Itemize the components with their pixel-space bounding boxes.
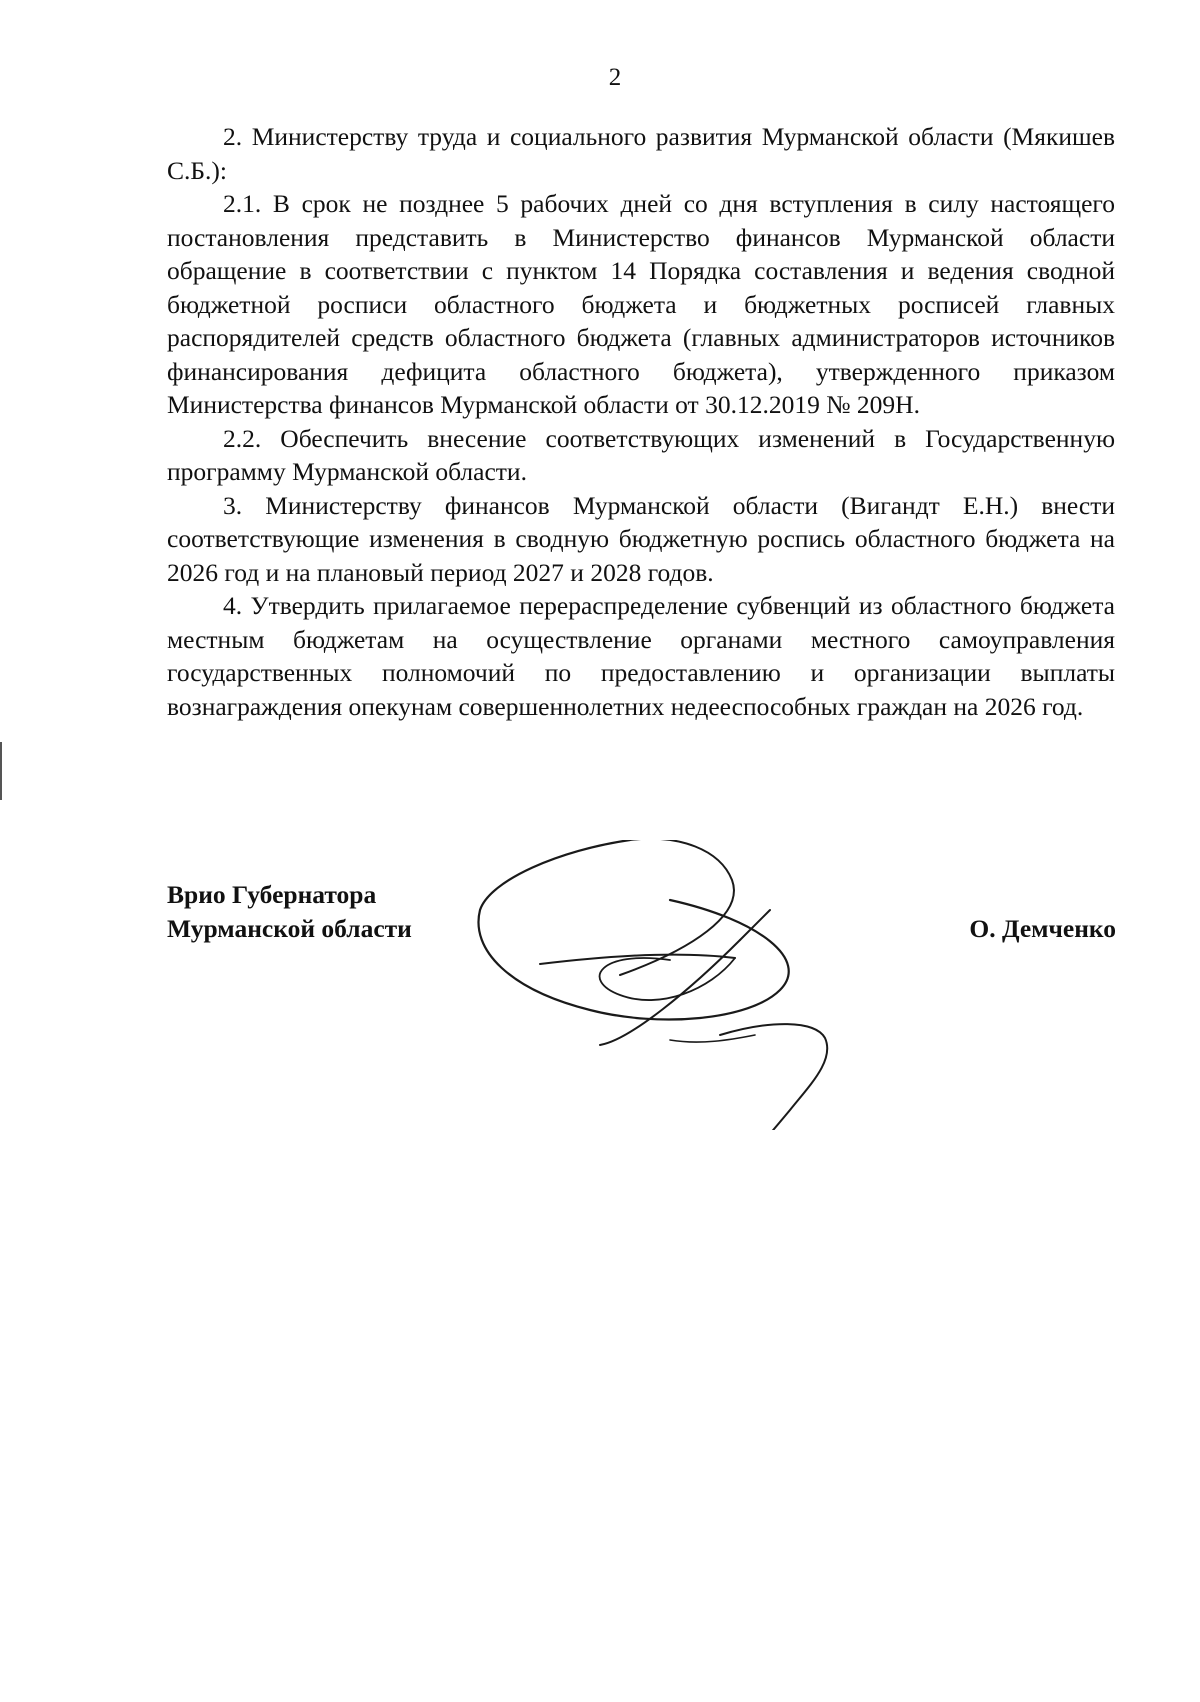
signer-title — [167, 878, 412, 946]
signer-name: О. Демченко — [969, 914, 1116, 943]
paragraph-4: 4. Утвердить прилагаемое перераспределение субвенций из областного бюджета местным бюджетам на осуществление органами местного самоуправления государственных полномочий по предоставлению и организации выплаты вознаграждения опекунам совершеннолетних недееспособных граждан на 2026 год. — [167, 591, 1115, 721]
scan-edge-mark — [0, 742, 2, 800]
paragraph-2: 2. Министерству труда и социального развития Мурманской области (Мякишев С.Б.): — [167, 122, 1115, 185]
handwritten-signature — [470, 840, 890, 1130]
page-number: 2 — [608, 64, 622, 91]
paragraph-2-1: 2.1. В срок не позднее 5 рабочих дней со дня вступления в силу настоящего постановления представить в Министерство финансов Мурманской области обращение в соответствии с пунктом 14 Порядка составления и ведения сводной бюджетной росписи областного бюджета и бюджетных росписей главных распорядителей средств областного бюджета (главных администраторов источников финансирования дефицита областного бюджета), утвержденного приказом Министерства финансов Мурманской области от 30.12.2019 № 209Н. — [167, 189, 1115, 419]
paragraph-3: 3. Министерству финансов Мурманской области (Вигандт Е.Н.) внести соответствующие изменения в сводную бюджетную роспись областного бюджета на 2026 год и на плановый период 2027 и 2028 годов. — [167, 490, 1115, 587]
signer-title-line-1: Врио Губернатора — [167, 880, 377, 909]
signer-title-line-2: Мурманской области — [167, 914, 412, 943]
paragraph-2-2: 2.2. Обеспечить внесение соответствующих изменений в Государственную программу Мурманской области. — [167, 423, 1115, 486]
